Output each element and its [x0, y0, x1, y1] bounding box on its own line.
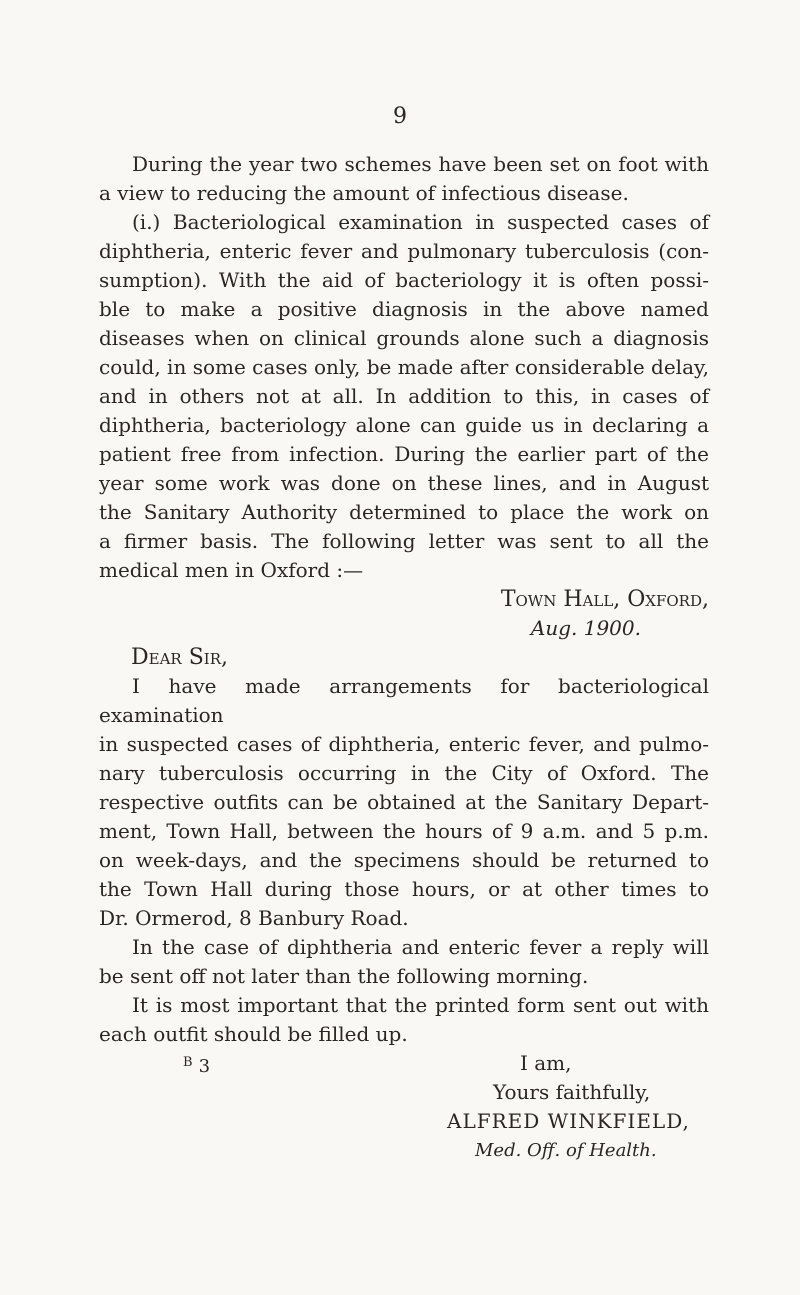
text-line: on week-days, and the specimens should be returned to — [99, 848, 709, 872]
intro-section — [99, 150, 709, 585]
signature-letter: B — [183, 1055, 193, 1070]
text-line: Dr. Ormerod, 8 Banbury Road. — [99, 906, 409, 930]
closing-i-am: I am, — [520, 1051, 572, 1075]
letter-closing — [447, 1049, 709, 1165]
text-line: nary tuberculosis occurring in the City of Oxford. The — [99, 761, 709, 785]
text-line: medical men in Oxford :— — [99, 558, 364, 582]
text-line: During the year two schemes have been set on foot with — [132, 152, 709, 176]
text-line: diphtheria, enteric fever and pulmonary tuberculosis (con- — [99, 239, 709, 263]
signature-mark — [183, 1055, 210, 1077]
letter-address: Town Hall, Oxford, — [500, 587, 709, 612]
text-line: in suspected cases of diphtheria, enteric fever, and pulmo- — [99, 732, 709, 756]
text-line: diseases when on clinical grounds alone such a diagnosis — [99, 326, 709, 350]
letter-body — [99, 672, 709, 1049]
text-line: the Town Hall during those hours, or at other times to — [99, 877, 709, 901]
page-number: 9 — [393, 104, 407, 129]
text-line: a firmer basis. The following letter was sent to all the — [99, 529, 709, 553]
text-line: patient free from infection. During the earlier part of the — [99, 442, 709, 466]
text-line: each outfit should be filled up. — [99, 1022, 408, 1046]
text-line: In the case of diphtheria and enteric fever a reply will — [132, 935, 709, 959]
text-line: diphtheria, bacteriology alone can guide us in declaring a — [99, 413, 709, 437]
text-line: I have made arrangements for bacteriological examination — [99, 674, 709, 727]
letter-salutation: Dear Sir, — [131, 645, 228, 670]
signatory-title: Med. Off. of Health. — [475, 1140, 657, 1161]
text-line: ment, Town Hall, between the hours of 9 a.m. and 5 p.m. — [99, 819, 709, 843]
text-line: sumption). With the aid of bacteriology it is often possi- — [99, 268, 709, 292]
text-line: ble to make a positive diagnosis in the above named — [99, 297, 709, 321]
text-line: respective outfits can be obtained at the Sanitary Depart- — [99, 790, 709, 814]
text-line: could, in some cases only, be made after considerable delay, — [99, 355, 709, 379]
text-line: a view to reducing the amount of infectious disease. — [99, 181, 629, 205]
signatory-name: ALFRED WINKFIELD, — [447, 1109, 690, 1133]
text-line: It is most important that the printed form sent out with — [132, 993, 709, 1017]
text-line: and in others not at all. In addition to this, in cases of — [99, 384, 709, 408]
closing-yours: Yours faithfully, — [493, 1080, 651, 1104]
text-line: be sent off not later than the following morning. — [99, 964, 589, 988]
letter-date: Aug. 1900. — [530, 616, 641, 640]
text-line: year some work was done on these lines, and in August — [99, 471, 709, 495]
text-line: (i.) Bacteriological examination in suspected cases of — [132, 210, 709, 234]
signature-number: 3 — [198, 1056, 211, 1077]
text-line: the Sanitary Authority determined to place the work on — [99, 500, 709, 524]
document-body — [99, 150, 709, 1165]
